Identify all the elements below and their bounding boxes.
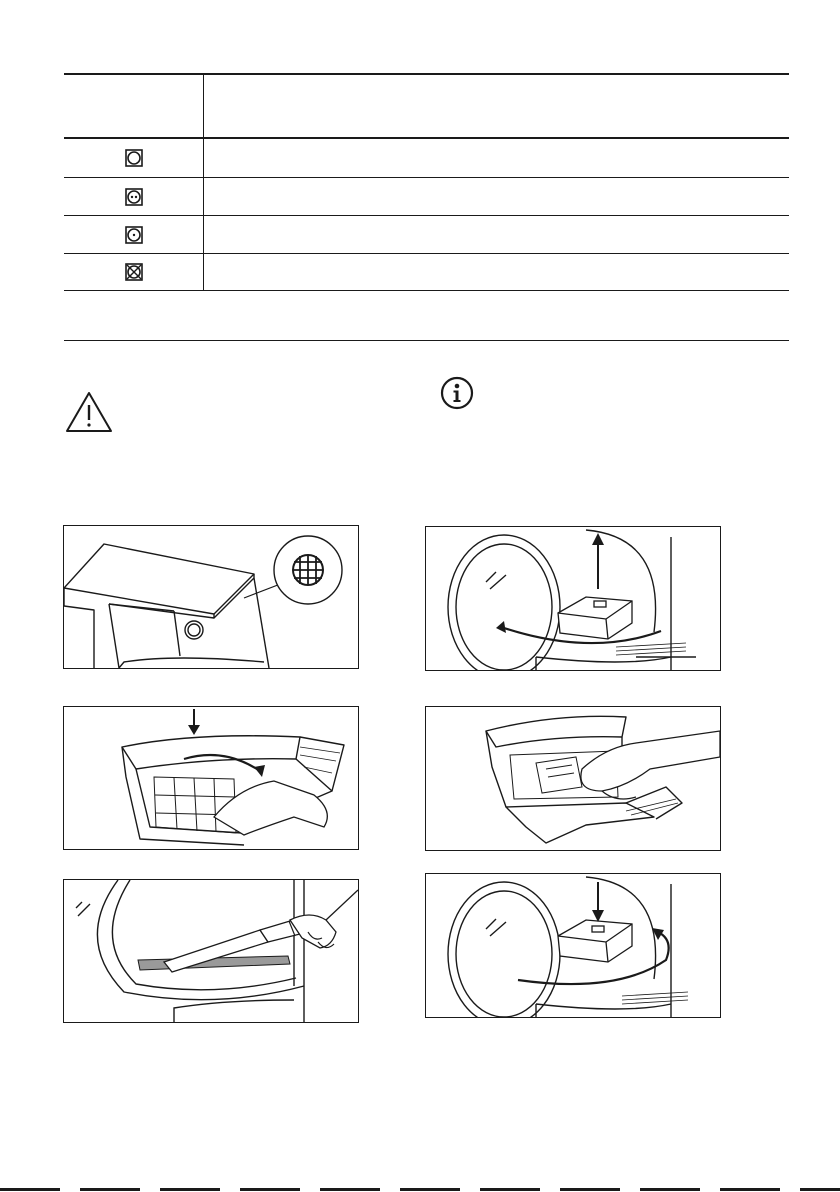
table-row [64,216,203,253]
table-row [64,178,203,215]
dryer-high-heat-two-dots-icon [125,188,143,206]
table-bottom-rule [64,290,789,291]
open-filter-illustration [63,706,359,850]
table-top-rule [64,73,789,75]
table-row [64,139,203,177]
warning-triangle-icon [64,390,114,434]
clean-filter-by-hand-illustration [425,706,721,851]
table-row [64,254,203,290]
dryer-low-heat-one-dot-icon [125,226,143,244]
vacuum-filter-housing-illustration [63,879,359,1023]
info-circle-icon [440,376,474,410]
section-divider [64,340,789,341]
remove-filter-from-door-illustration [425,526,721,671]
table-column-divider [203,73,204,291]
dryer-filter-symbol-illustration [63,525,359,669]
page-edge-marks [0,1186,840,1192]
filter-symbol-callout [244,536,342,604]
dryer-do-not-tumble-dry-icon [125,263,143,281]
insert-filter-into-door-illustration [425,873,721,1018]
dryer-square-circle-icon [125,149,143,167]
